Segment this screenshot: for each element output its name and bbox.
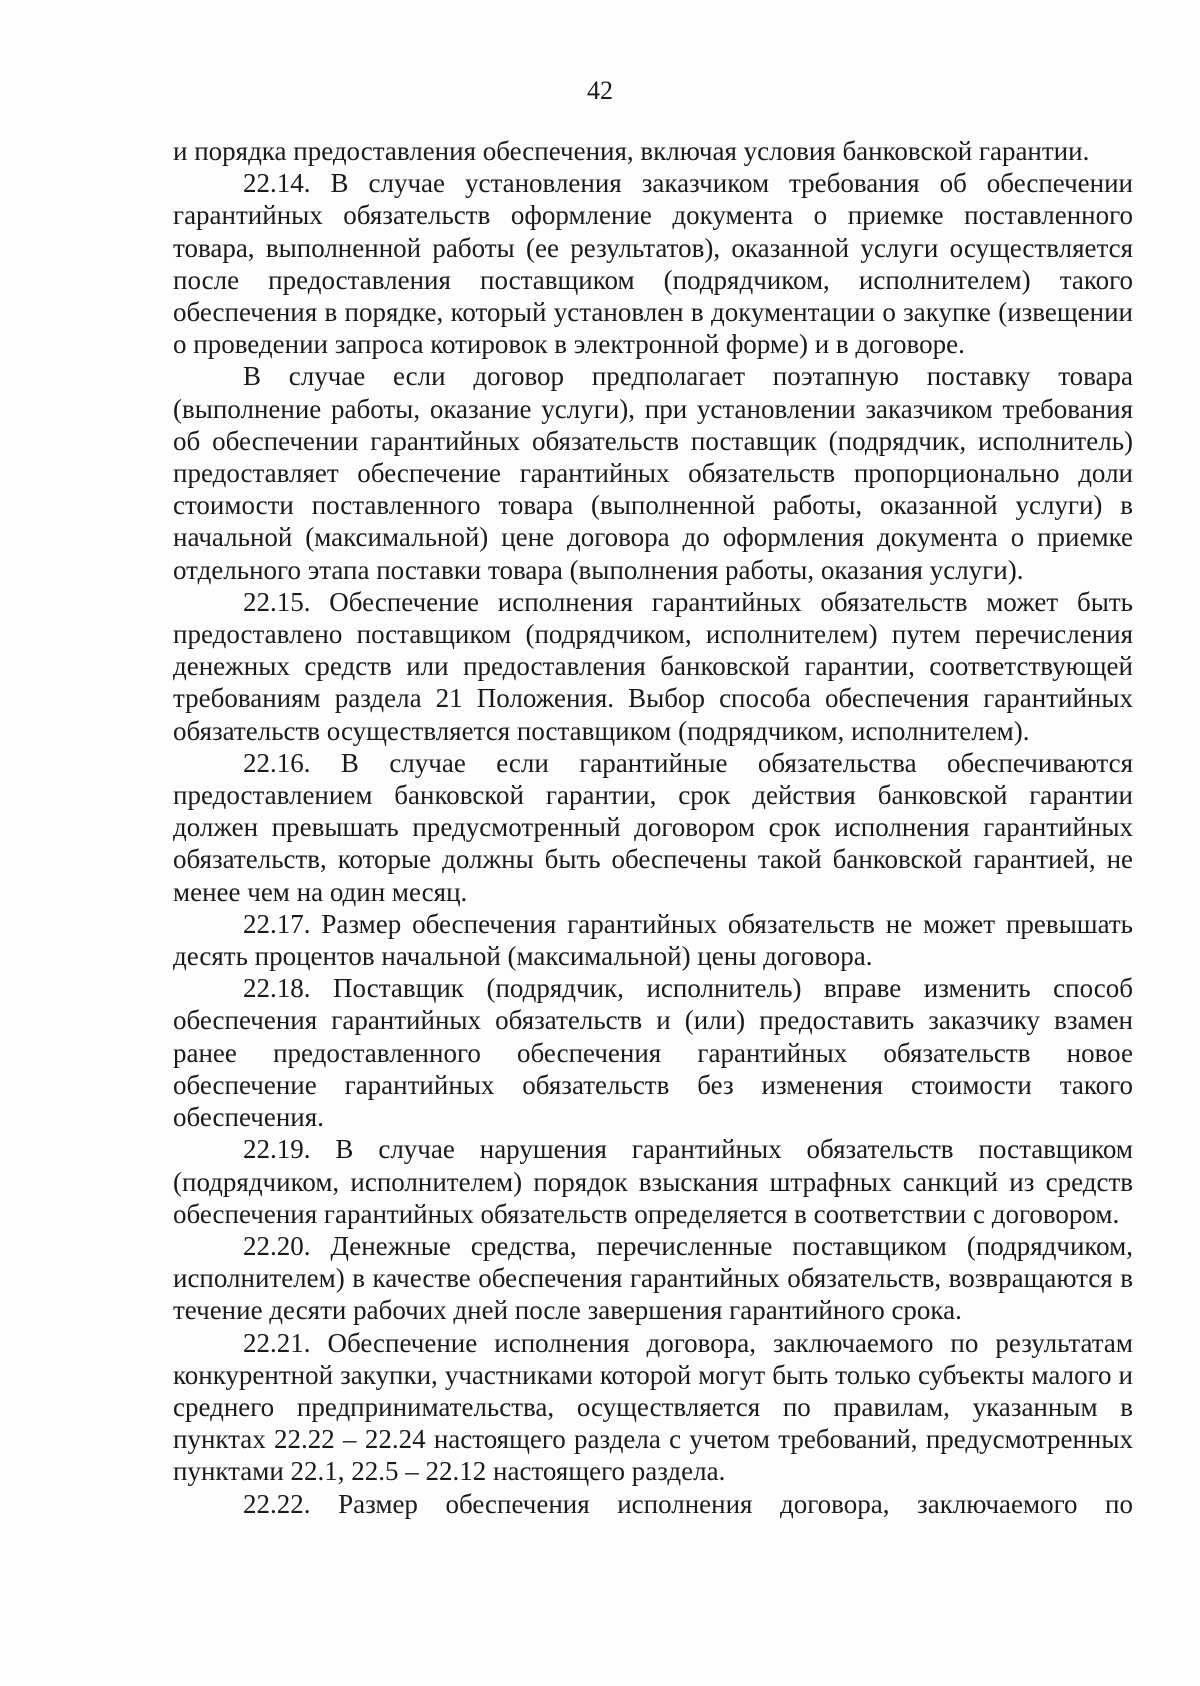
page-number: 42 bbox=[587, 76, 613, 105]
paragraph-22-20: 22.20. Денежные средства, перечисленные поставщиком (подрядчиком, исполнителем) в качестве обеспечения гарантийных обязательств, возвращаются в течение десяти рабочих дней после завершения гарантийного срока. bbox=[173, 1230, 1133, 1326]
paragraph-22-15: 22.15. Обеспечение исполнения гарантийных обязательств может быть предоставлено поставщиком (подрядчиком, исполнителем) путем перечисления денежных средств или предоставления банковской гарантии, соответствующей требованиям раздела 21 Положения. Выбор способа обеспечения гарантийных обязательств осуществляется поставщиком (подрядчиком, исполнителем). bbox=[173, 586, 1133, 746]
paragraph-22-21: 22.21. Обеспечение исполнения договора, заключаемого по результатам конкурентной закупки, участниками которой могут быть только субъекты малого и среднего предпринимательства, осуществляется по правилам, указанным в пунктах 22.22 – 22.24 настоящего раздела с учетом требований, предусмотренных пунктами 22.1, 22.5 – 22.12 настоящего раздела. bbox=[173, 1327, 1133, 1487]
paragraph-22-17: 22.17. Размер обеспечения гарантийных обязательств не может превышать десять процентов начальной (максимальной) цены договора. bbox=[173, 908, 1133, 972]
paragraph-22-18: 22.18. Поставщик (подрядчик, исполнитель) вправе изменить способ обеспечения гарантийных обязательств и (или) предоставить заказчику взамен ранее предоставленного обеспечения гарантийных обязательств новое обеспечение гарантийных обязательств без изменения стоимости такого обеспечения. bbox=[173, 973, 1133, 1133]
paragraph-22-19: 22.19. В случае нарушения гарантийных обязательств поставщиком (подрядчиком, исполнителем) порядок взыскания штрафных санкций из средств обеспечения гарантийных обязательств определяется в соответствии с договором. bbox=[173, 1134, 1133, 1229]
paragraph-22-14-staged: В случае если договор предполагает поэтапную поставку товара (выполнение работы, оказание услуги), при установлении заказчиком требования об обеспечении гарантийных обязательств поставщик (подрядчик, исполнитель) предоставляет обеспечение гарантийных обязательств пропорционально доли стоимости поставленного товара (выполненной работы, оказанной услуги) в начальной (максимальной) цене договора до оформления документа о приемке отдельного этапа поставки товара (выполнения работы, оказания услуги). bbox=[173, 361, 1133, 585]
paragraph-22-22: 22.22. Размер обеспечения исполнения договора, заключаемого по bbox=[243, 1488, 1133, 1519]
paragraph-22-16: 22.16. В случае если гарантийные обязательства обеспечиваются предоставлением банковской гарантии, срок действия банковской гарантии должен превышать предусмотренный договором срок исполнения гарантийных обязательств, которые должны быть обеспечены такой банковской гарантией, не менее чем на один месяц. bbox=[173, 747, 1133, 907]
paragraph-22-14: 22.14. В случае установления заказчиком требования об обеспечении гарантийных обязательств оформление документа о приемке поставленного товара, выполненной работы (ее результатов), оказанной услуги осуществляется после предоставления поставщиком (подрядчиком, исполнителем) такого обеспечения в порядке, который установлен в документации о закупке (извещении о проведении запроса котировок в электронной форме) и в договоре. bbox=[173, 168, 1133, 360]
paragraph-continuation: и порядка предоставления обеспечения, включая условия банковской гарантии. bbox=[173, 136, 1090, 166]
document-body bbox=[173, 135, 1133, 1520]
